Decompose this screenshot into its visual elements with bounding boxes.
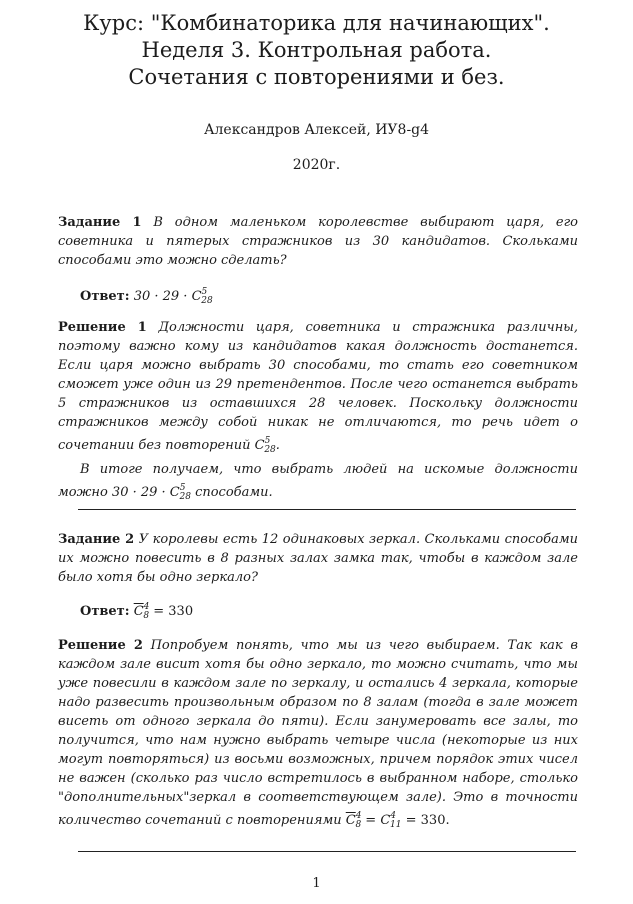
- solution-1-result-suffix: способами.: [195, 485, 273, 500]
- solution-2-label: Решение 2: [58, 638, 143, 653]
- task-2-answer-formula: [134, 604, 193, 619]
- answer-value: = 330: [153, 604, 194, 619]
- solution-2-text: Попробуем понять, что мы из чего выбираем. Так как в каждом зале висит хотя бы одно зеркало, то можно считать, что мы уже повесили в каждом зале по зеркалу, и остались 4 зеркала, которые надо развесить произвольным образом по 8 залам (тогда в зале может висеть от одного зеркала до пяти). Если занумеровать все залы, то получится, что нам нужно выбрать четыре числа (некоторые из них могут повторяться) из восьми возможных, причем порядок этих чисел не важен (сколько раз число встретилось в выбранном наборе, столько "дополнительных"зеркал в соответствующем зале). Это в точности количество сочетаний с повторениями: [58, 638, 578, 828]
- result-prefix: 30 · 29 · C: [111, 485, 180, 500]
- task-2-answer-label: Ответ:: [80, 604, 130, 619]
- eq-sup-2: 4: [390, 811, 397, 821]
- result-sup: 5: [179, 483, 186, 493]
- solution-1-text: Должности царя, советника и стражника различны, поэтому важно кому из кандидатов какая должность достанется. Если царя можно выбрать 30 способами, то стать его советником сможет уже один из 29 претендентов. После чего останется выбрать 5 стражников из оставшихся 28 человек. Поскольку должности стражников между собой никак не отличаются, то речь идет о сочетании без повторений: [58, 320, 578, 453]
- task-1-answer: [80, 287, 213, 306]
- answer-c-overline: $\overline{C}$: [133, 604, 144, 619]
- solution-1-result-text: В итоге получаем, что выбрать людей на искомые должности можно: [58, 462, 578, 500]
- task-2-text: У королевы есть 12 одинаковых зеркал. Скольками способами их можно повесить в 8 разных залах замка так, чтобы в каждом зале было хотя бы одно зеркало?: [58, 532, 578, 585]
- title-line-2: Неделя 3. Контрольная работа.: [141, 38, 492, 62]
- solution-1: [58, 318, 578, 507]
- eq-sup-1: 4: [355, 811, 362, 821]
- solution-1-label: Решение 1: [58, 320, 147, 335]
- combination-sup: 5: [264, 436, 271, 446]
- eq-sub-1: 8: [355, 820, 362, 830]
- page-number: 1: [312, 876, 321, 891]
- task-1-text: В одном маленьком королевстве выбирают царя, его советника и пятерых стражников из 30 кандидатов. Скольками способами это можно сделать?: [58, 215, 579, 268]
- solution-2-equation: $\overline{C}^4_8 = C^4_{11} = 330$.: [345, 811, 450, 830]
- task-1-answer-label: Ответ:: [80, 289, 130, 304]
- solution-1-combination: $C^5_{28}$.: [254, 436, 280, 455]
- eq-sub-2: 11: [390, 820, 402, 830]
- document-title: [0, 10, 633, 91]
- task-2-label: Задание 2: [58, 532, 135, 547]
- result-sub: 28: [179, 492, 191, 502]
- task-1-label: Задание 1: [58, 215, 142, 230]
- solution-2: [58, 636, 578, 835]
- title-line-3: Сочетания с повторениями и без.: [128, 65, 505, 89]
- eq-value: = 330.: [405, 813, 450, 828]
- task-2: [58, 530, 578, 587]
- task-1: [58, 213, 578, 270]
- formula-sub: 28: [201, 296, 213, 306]
- answer-sub: 8: [143, 611, 150, 621]
- formula-sup: 5: [201, 287, 208, 297]
- divider-1: [78, 509, 576, 510]
- date: 2020г.: [292, 157, 341, 173]
- answer-sup: 4: [143, 602, 150, 612]
- divider-2: [78, 851, 576, 852]
- formula-prefix: 30 · 29 · C: [133, 289, 202, 304]
- title-line-1: Курс: "Комбинаторика для начинающих".: [83, 11, 550, 35]
- solution-1-result-formula: [112, 485, 191, 500]
- eq-c2: C: [380, 813, 391, 828]
- task-2-answer: [80, 602, 193, 621]
- task-1-answer-formula: [134, 289, 213, 304]
- combination-sub: 28: [264, 445, 276, 455]
- author: Александров Алексей, ИУ8-g4: [203, 122, 430, 138]
